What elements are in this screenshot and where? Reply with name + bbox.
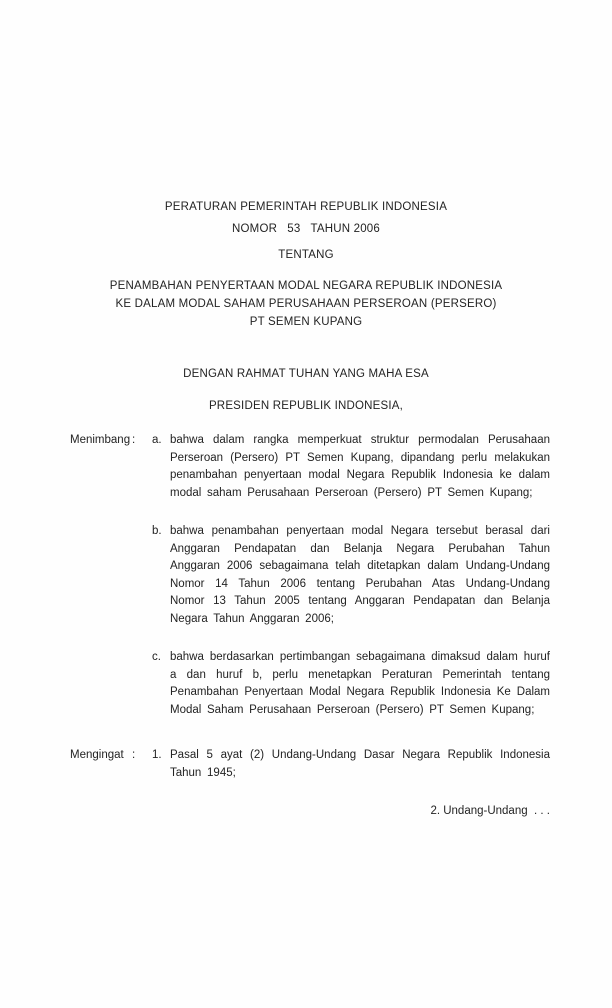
menimbang-item-b [70, 523, 550, 628]
item-marker-c: c. [152, 651, 161, 663]
subject-line-2: KE DALAM MODAL SAHAM PERUSAHAAN PERSEROAN (PERSERO) [115, 298, 497, 310]
rahmat-line: DENGAN RAHMAT TUHAN YANG MAHA ESA [183, 368, 429, 380]
menimbang-item-c [70, 649, 550, 719]
presiden-line: PRESIDEN REPUBLIK INDONESIA, [208, 400, 404, 412]
menimbang-item-a [70, 432, 550, 502]
item-marker-a: a. [152, 434, 162, 446]
subject-line-3: PT SEMEN KUPANG [249, 316, 363, 328]
page-catchword: 2. Undang-Undang . . . [430, 805, 550, 817]
item-text-a: bahwa dalam rangka memperkuat struktur permodalan Perusahaan Perseroan (Persero) PT Semen Kupang, dipandang perlu melakukan penambahan penyertaan modal Negara Republik Indonesia ke dalam modal saham Perusahaan Perseroan (Persero) PT Semen Kupang; [170, 434, 550, 499]
document-header [0, 0, 612, 413]
menimbang-colon: : [132, 434, 136, 446]
regulation-number: NOMOR 53 TAHUN 2006 [232, 223, 380, 235]
mengingat-colon: : [132, 749, 136, 761]
tentang-label: TENTANG [278, 249, 334, 261]
item-text-1: Pasal 5 ayat (2) Undang-Undang Dasar Negara Republik Indonesia Tahun 1945; [170, 749, 550, 779]
menimbang-label: Menimbang [70, 434, 131, 446]
item-marker-b: b. [152, 525, 162, 537]
mengingat-item-1 [70, 747, 550, 782]
item-text-b: bahwa penambahan penyertaan modal Negara tersebut berasal dari Anggaran Pendapatan dan Belanja Negara Perubahan Tahun Anggaran 2006 sebagaimana telah ditetapkan dalam Undang-Undang Nomor 14 Tahun 2006 tentang Perubahan Atas Undang-Undang Nomor 13 Tahun 2005 tentang Anggaran Pendapatan dan Belanja Negara Tahun Anggaran 2006; [170, 525, 550, 625]
regulation-title: PERATURAN PEMERINTAH REPUBLIK INDONESIA [164, 201, 448, 213]
regulation-subject [0, 277, 612, 331]
item-text-c: bahwa berdasarkan pertimbangan sebagaimana dimaksud dalam huruf a dan huruf b, perlu menetapkan Peraturan Pemerintah tentang Penambahan Penyertaan Modal Negara Republik Indonesia Ke Dalam Modal Saham Perusahaan Perseroan (Persero) PT Semen Kupang; [170, 651, 550, 716]
subject-line-1: PENAMBAHAN PENYERTAAN MODAL NEGARA REPUBLIK INDONESIA [109, 280, 503, 292]
mengingat-label: Mengingat [70, 749, 124, 761]
document-body [70, 432, 550, 821]
item-marker-1: 1. [152, 749, 162, 761]
